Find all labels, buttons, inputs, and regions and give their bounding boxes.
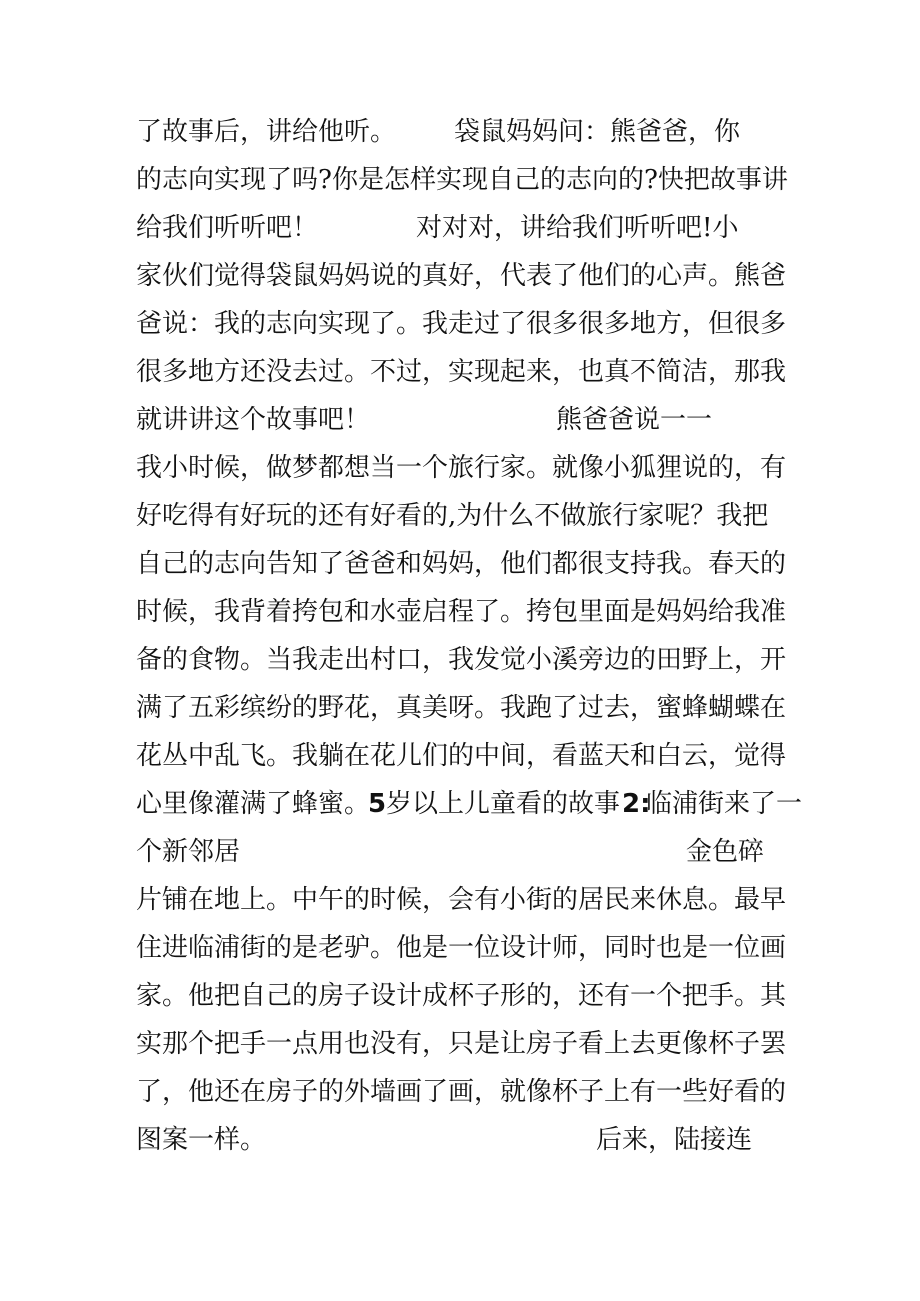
text-segment: 了，他还在房子的外墙画了画，就像杯子上有一些好看的 <box>136 1077 787 1107</box>
text-segment: 家伙们觉得袋鼠妈妈说的真好，代表了他们的心声。熊爸 <box>136 261 787 291</box>
text-segment-bold: 2: <box>622 789 651 819</box>
text-segment: 备的食物。当我走出村口，我发觉小溪旁边的田野上，开 <box>136 645 787 675</box>
text-segment: 好吃得有好玩的还有好看的,为什么不做旅行家呢？我把 <box>136 501 769 531</box>
text-segment: 图案一样。 <box>136 1125 267 1155</box>
text-segment: 花丛中乱飞。我躺在花儿们的中间，看蓝天和白云，觉得 <box>136 741 787 771</box>
text-segment: 熊爸爸说一一 <box>556 405 713 435</box>
text-segment: 给我们听听吧！ <box>136 213 319 243</box>
text-segment: 对对对，讲给我们听听吧!小 <box>416 213 739 243</box>
text-segment: 很多地方还没去过。不过，实现起来，也真不简洁，那我 <box>136 357 787 387</box>
text-segment: 我小时候，做梦都想当一个旅行家。就像小狐狸说的，有 <box>136 453 787 483</box>
text-segment: 了故事后，讲给他听。 <box>136 117 397 147</box>
text-segment: 家。他把自己的房子设计成杯子形的，还有一个把手。其 <box>136 981 787 1011</box>
text-segment: 的志向实现了吗?你是怎样实现自己的志向的?快把故事讲 <box>136 165 788 195</box>
text-segment: 袋鼠妈妈问：熊爸爸，你 <box>454 117 741 147</box>
text-segment: 个新邻居 <box>136 837 241 867</box>
text-segment: 住进临浦街的是老驴。他是一位设计师，同时也是一位画 <box>136 933 787 963</box>
text-segment: 片铺在地上。中午的时候，会有小街的居民来休息。最早 <box>136 885 787 915</box>
text-segment-bold: 5 <box>368 789 387 819</box>
text-segment: 时候，我背着挎包和水壶启程了。挎包里面是妈妈给我准 <box>136 597 787 627</box>
text-segment: 就讲讲这个故事吧！ <box>136 405 371 435</box>
text-segment: 自己的志向告知了爸爸和妈妈，他们都很支持我。春天的 <box>136 549 787 579</box>
text-segment: 后来，陆接连 <box>596 1125 753 1155</box>
text-segment: 金色碎 <box>686 837 765 867</box>
text-segment: 心里像灌满了蜂蜜。 <box>136 789 371 819</box>
text-segment: 满了五彩缤纷的野花，真美呀。我跑了过去，蜜蜂蝴蝶在 <box>136 693 787 723</box>
text-segment: 爸说：我的志向实现了。我走过了很多很多地方，但很多 <box>136 309 787 339</box>
text-segment: 临浦街来了一 <box>646 789 803 819</box>
text-segment: 实那个把手一点用也没有，只是让房子看上去更像杯子罢 <box>136 1029 787 1059</box>
text-segment: 岁以上儿童看的故事 <box>386 789 621 819</box>
